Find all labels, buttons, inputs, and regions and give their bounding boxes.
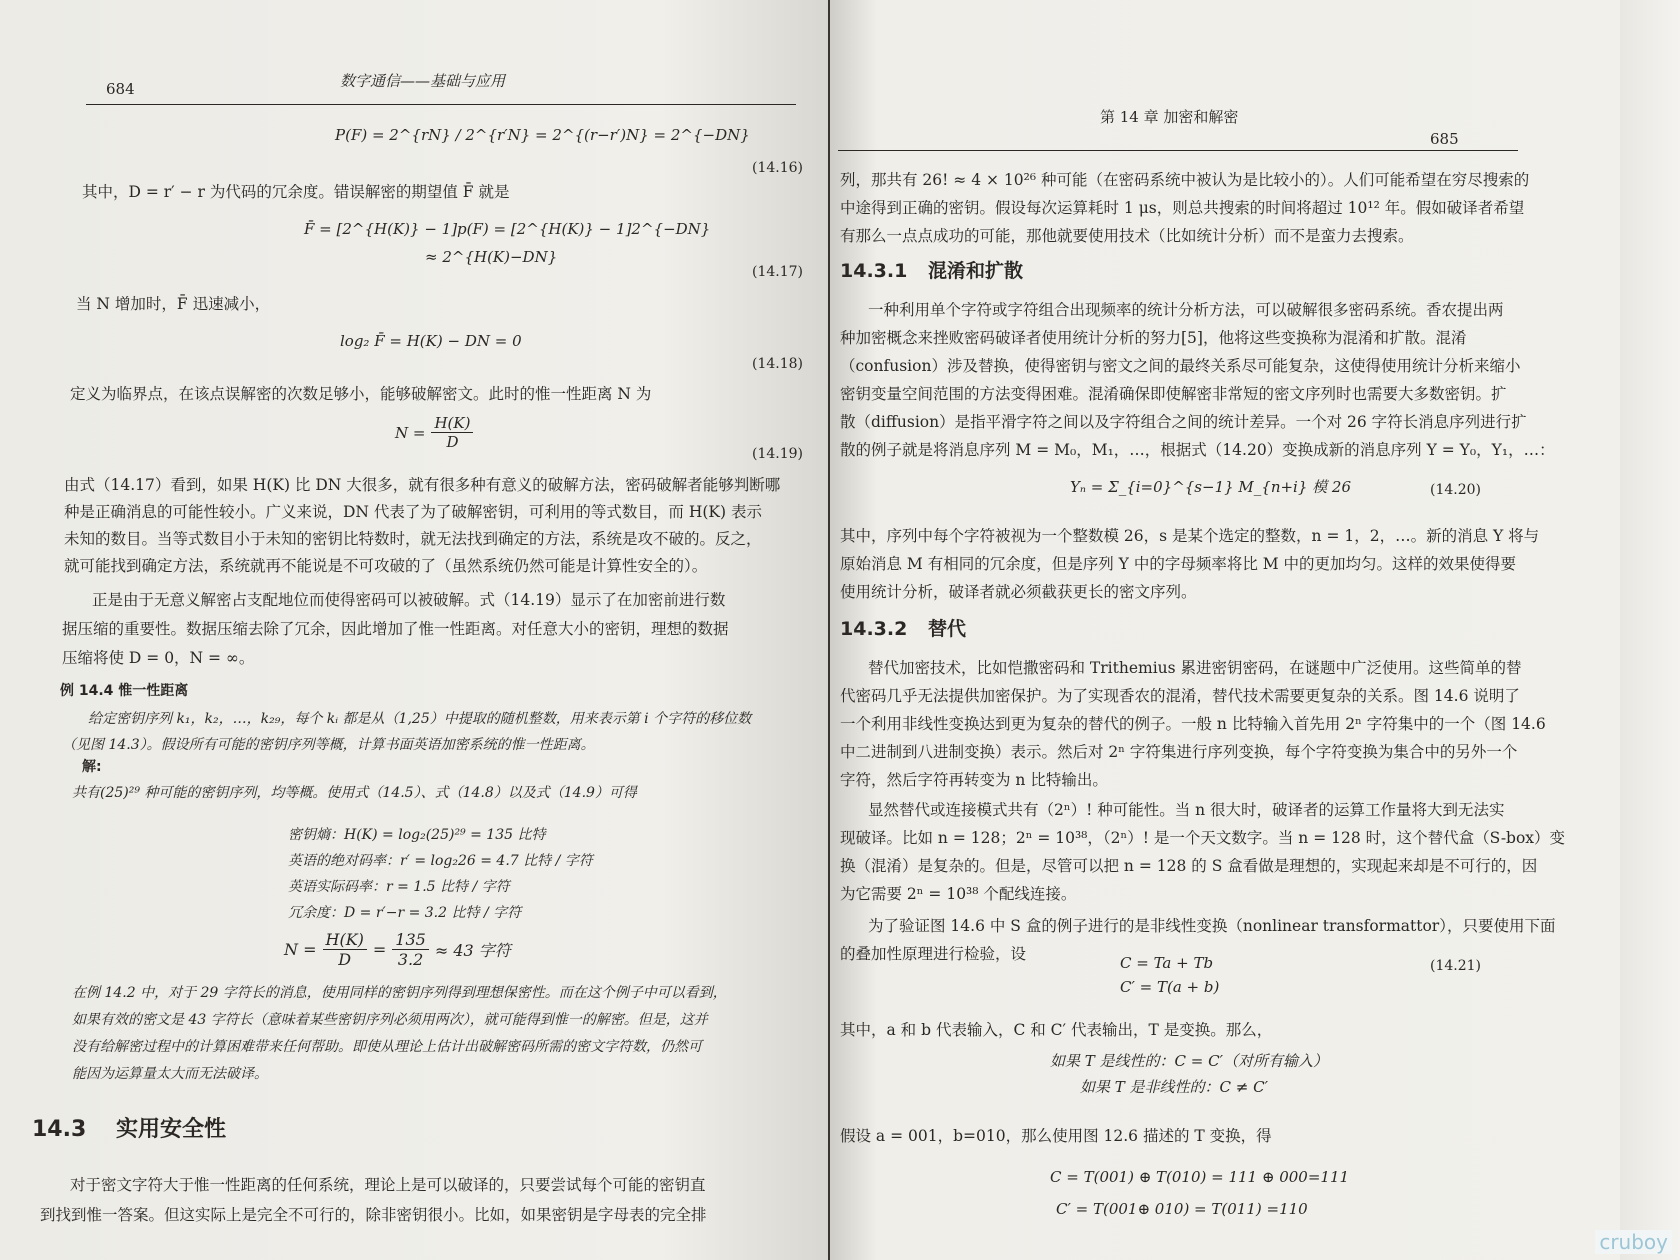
solution-label: 解: <box>82 759 102 775</box>
paragraph-r3-line: 原始消息 M 有相同的冗余度，但是序列 Y 中的字母频率将比 M 中的更加均匀。这样的效果使得要 <box>840 555 1517 573</box>
unicity-distance-result <box>284 930 511 969</box>
example-title: 例 14.4 惟一性距离 <box>60 683 189 699</box>
paragraph-r4 <box>840 654 1546 794</box>
paragraph-3: 定义为临界点，在该点误解密的次数足够小，能够破解密文。此时的惟一性距离 N 为 <box>70 385 652 403</box>
subsection-title: 替代 <box>927 618 966 640</box>
example-statement <box>62 706 751 758</box>
paragraph-r4-line: 代密码几乎无法提供加密保护。为了实现香农的混淆，替代技术需要更复杂的关系。图 14.6 说明了 <box>840 687 1520 705</box>
paragraph-r1-line: 中途得到正确的密钥。假设每次运算耗时 1 μs，则总共搜索的时间将超过 10¹² 年。假如破译者希望 <box>840 199 1525 217</box>
result-numerator-2: 135 <box>392 930 429 950</box>
paragraph-6-line: 到找到惟一答案。但这实际上是完全不可行的，除非密钥很小。比如，如果密钥是字母表的完全排 <box>40 1206 707 1224</box>
paragraph-r2-line: （confusion）涉及替换，使得密钥与密文之间的最终关系尽可能复杂，这使得使用统计分析来缩小 <box>840 357 1521 375</box>
equation-label-14-17: (14.17) <box>752 264 804 280</box>
equation-14-19 <box>395 414 473 451</box>
example-note <box>72 980 727 1088</box>
paragraph-r5-line: 换（混淆）是复杂的。但是，尽管可以把 n = 128 的 S 盒看做是理想的，实现起来却是不可行的，因 <box>840 857 1538 875</box>
paragraph-r4-line: 一个利用非线性变换达到更为复杂的替代的例子。一般 n 比特输入首先用 2ⁿ 字符集中的一个（图 14.6 <box>840 715 1546 733</box>
equation-14-18: log₂ F̄ = H(K) − DN = 0 <box>340 332 522 350</box>
paragraph-r2-line: 散（diffusion）是指平滑字符之间以及字符组合之间的统计差异。一个对 26 字符长消息序列进行扩 <box>840 413 1527 431</box>
note-line: 没有给解密过程中的计算困难带来任何帮助。即使从理论上估计出破解密码所需的密文字符数，仍然可 <box>72 1039 702 1055</box>
calc-line-c-prime: C′ = T(001⊕ 010) = T(011) =110 <box>1056 1200 1308 1218</box>
paragraph-r2-line: 散的例子就是将消息序列 M = M₀，M₁，…，根据式（14.20）变换成新的消息序列 Y = Y₀，Y₁，…： <box>840 441 1555 459</box>
calc-line-key-entropy: 密钥熵：H(K) = log₂(25)²⁹ = 135 比特 <box>288 827 546 843</box>
watermark: cruboy <box>1595 1230 1672 1254</box>
result-numerator-1: H(K) <box>323 930 367 950</box>
header-rule-left <box>86 104 796 105</box>
result-fraction-1 <box>323 930 367 969</box>
calculation-block <box>288 822 593 926</box>
equation-label-14-21: (14.21) <box>1430 958 1482 974</box>
note-line: 如果有效的密文是 43 字符长（意味着某些密钥序列必须用两次），就可能得到惟一的解密。但是，这并 <box>72 1012 708 1028</box>
page-number-left: 684 <box>106 80 135 98</box>
equation-label-14-19: (14.19) <box>752 446 804 462</box>
equation-14-17-line1: F̄ = [2^{H(K)} − 1]p(F) = [2^{H(K)} − 1]2^{−DN} <box>304 220 711 238</box>
section-title: 实用安全性 <box>115 1117 226 1142</box>
paragraph-5-line: 压缩将使 D = 0，N = ∞。 <box>62 649 255 667</box>
paragraph-r2-line: 种加密概念来挫败密码破译者使用统计分析的努力[5]，他将这些变换称为混淆和扩散。混淆 <box>840 329 1467 347</box>
paragraph-5-line: 据压缩的重要性。数据压缩去除了冗余，因此增加了惟一性距离。对任意大小的密钥，理想的数据 <box>62 620 729 638</box>
equation-14-19-fraction <box>431 414 473 451</box>
paragraph-r6-line: 为了验证图 14.6 中 S 盒的例子进行的是非线性变换（nonlinear transformattor），只要使用下面 <box>868 917 1556 935</box>
paragraph-1: 其中，D = r′ − r 为代码的冗余度。错误解密的期望值 F̄ 就是 <box>82 183 510 201</box>
paragraph-r3-line: 其中，序列中每个字符被视为一个整数模 26，s 是某个选定的整数，n = 1，2，…。新的消息 Y 将与 <box>840 527 1540 545</box>
solution-line: 共有(25)²⁹ 种可能的密钥序列，均等概。使用式（14.5）、式（14.8）以及式（14.9）可得 <box>72 785 637 801</box>
page-edge <box>1620 0 1680 1260</box>
paragraph-r2-line: 密钥变量空间范围的方法变得困难。混淆确保即使解密非常短的密文序列时也需要大多数密钥。扩 <box>840 385 1507 403</box>
equation-14-21-line2: C′ = T(a + b) <box>1120 978 1220 996</box>
equation-14-19-numerator: H(K) <box>431 414 473 433</box>
result-equals: = <box>372 940 387 959</box>
paragraph-6 <box>40 1170 707 1230</box>
calc-line-redundancy: 冗余度：D = r′−r = 3.2 比特 / 字符 <box>288 905 522 921</box>
paragraph-4-line: 就可能找到确定方法，系统就再不能说是不可攻破的了（虽然系统仍然可能是计算性安全的）。 <box>64 557 708 575</box>
paragraph-r5-line: 显然替代或连接模式共有（2ⁿ）! 种可能性。当 n 很大时，破译者的运算工作量将大到无法实 <box>868 801 1505 819</box>
equation-14-19-denominator: D <box>446 433 459 451</box>
paragraph-r7: 其中，a 和 b 代表输入，C 和 C′ 代表输出，T 是变换。那么， <box>840 1021 1273 1039</box>
subsection-number: 14.3.2 <box>840 618 908 640</box>
result-lhs: N = <box>284 940 317 959</box>
calc-line-c: C = T(001) ⊕ T(010) = 111 ⊕ 000=111 <box>1050 1168 1350 1186</box>
page-number-right: 685 <box>1430 130 1459 148</box>
example-line: （见图 14.3）。假设所有可能的密钥序列等概，计算书面英语加密系统的惟一性距离。 <box>62 737 595 753</box>
paragraph-r5 <box>840 796 1565 908</box>
paragraph-5-line: 正是由于无意义解密占支配地位而使得密码可以被破解。式（14.19）显示了在加密前进行数 <box>92 591 726 609</box>
paragraph-r4-line: 中二进制到八进制变换）表示。然后对 2ⁿ 字符集进行序列变换，每个字符变换为集合中的另外一个 <box>840 743 1518 761</box>
paragraph-r2-line: 一种利用单个字符或字符组合出现频率的统计分析方法，可以破解很多密码系统。香农提出两 <box>868 301 1504 319</box>
linear-condition: 如果 T 是线性的：C = C′（对所有输入） <box>1050 1052 1329 1070</box>
nonlinear-condition: 如果 T 是非线性的：C ≠ C′ <box>1080 1078 1269 1096</box>
example-line: 给定密钥序列 k₁，k₂，…，k₂₉，每个 kᵢ 都是从（1,25）中提取的随机整数，用来表示第 i 个字符的移位数 <box>88 711 752 727</box>
result-fraction-2 <box>392 930 429 969</box>
paragraph-r5-line: 现破译。比如 n = 128；2ⁿ = 10³⁸，（2ⁿ）! 是一个天文数字。当 n = 128 时，这个替代盒（S-box）变 <box>840 829 1566 847</box>
equation-14-21-line1: C = Ta + Tb <box>1120 954 1214 972</box>
note-line: 能因为运算量太大而无法破译。 <box>72 1066 268 1082</box>
equation-label-14-16: (14.16) <box>752 160 804 176</box>
section-heading-14-3-1 <box>840 256 1023 283</box>
paragraph-4-line: 种是正确消息的可能性较小。广义来说，DN 代表了为了破解密钥，可利用的等式数目，而 H(K) 表示 <box>64 503 762 521</box>
paragraph-r1-line: 列，那共有 26! ≈ 4 × 10²⁶ 种可能（在密码系统中被认为是比较小的）。人们可能希望在穷尽搜索的 <box>840 171 1530 189</box>
paragraph-r2 <box>840 296 1555 464</box>
calc-line-actual-rate: 英语实际码率：r = 1.5 比特 / 字符 <box>288 879 510 895</box>
result-rhs: ≈ 43 字符 <box>434 941 511 960</box>
section-heading-14-3-2 <box>840 614 966 641</box>
paragraph-4-line: 由式（14.17）看到，如果 H(K) 比 DN 大很多，就有很多种有意义的破解方法，密码破解者能够判断哪 <box>64 476 781 494</box>
equation-14-20: Yₙ = Σ_{i=0}^{s−1} M_{n+i} 模 26 <box>1070 478 1352 496</box>
equation-14-17-line2: ≈ 2^{H(K)−DN} <box>425 248 558 266</box>
equation-14-19-lhs: N = <box>395 423 426 442</box>
note-line: 在例 14.2 中，对于 29 字符长的消息，使用同样的密钥序列得到理想保密性。而在这个例子中可以看到， <box>72 985 727 1001</box>
paragraph-r1-line: 有那么一点点成功的可能，那他就要使用技术（比如统计分析）而不是蛮力去搜索。 <box>840 227 1414 245</box>
subsection-number: 14.3.1 <box>840 260 908 282</box>
section-heading-14-3 <box>32 1112 226 1143</box>
result-denominator-1: D <box>338 950 352 969</box>
header-rule-right <box>838 150 1518 151</box>
paragraph-r3 <box>840 522 1539 606</box>
left-page <box>0 0 828 1260</box>
equation-14-16: P(F) = 2^{rN} / 2^{r′N} = 2^{(r−r′)N} = 2^{−DN} <box>335 126 750 144</box>
running-header-left: 数字通信——基础与应用 <box>340 72 506 90</box>
paragraph-r5-line: 为它需要 2ⁿ = 10³⁸ 个配线连接。 <box>840 885 1077 903</box>
running-header-right: 第 14 章 加密和解密 <box>1100 108 1239 126</box>
calc-line-absolute-rate: 英语的绝对码率：r′ = log₂26 = 4.7 比特 / 字符 <box>288 853 593 869</box>
paragraph-r6-line: 的叠加性原理进行检验，设 <box>840 945 1027 963</box>
result-denominator-2: 3.2 <box>397 950 424 969</box>
paragraph-r1 <box>840 166 1529 250</box>
paragraph-r8: 假设 a = 001，b=010，那么使用图 12.6 描述的 T 变换，得 <box>840 1127 1272 1145</box>
paragraph-r4-line: 替代加密技术，比如恺撒密码和 Trithemius 累进密钥密码，在谜题中广泛使用。这些简单的替 <box>868 659 1522 677</box>
equation-label-14-18: (14.18) <box>752 356 804 372</box>
paragraph-4 <box>64 472 780 580</box>
subsection-title: 混淆和扩散 <box>927 260 1023 282</box>
section-number: 14.3 <box>32 1117 87 1142</box>
paragraph-r3-line: 使用统计分析，破译者就必须截获更长的密文序列。 <box>840 583 1197 601</box>
paragraph-5 <box>62 586 729 673</box>
paragraph-2: 当 N 增加时，F̄ 迅速减小， <box>76 295 271 313</box>
equation-label-14-20: (14.20) <box>1430 482 1482 498</box>
right-page <box>830 0 1620 1260</box>
paragraph-6-line: 对于密文字符大于惟一性距离的任何系统，理论上是可以破译的，只要尝试每个可能的密钥直 <box>70 1176 706 1194</box>
paragraph-r4-line: 字符，然后字符再转变为 n 比特输出。 <box>840 771 1108 789</box>
paragraph-4-line: 未知的数目。当等式数目小于未知的密钥比特数时，就无法找到确定的方法，系统是攻不破的。反之， <box>64 530 762 548</box>
